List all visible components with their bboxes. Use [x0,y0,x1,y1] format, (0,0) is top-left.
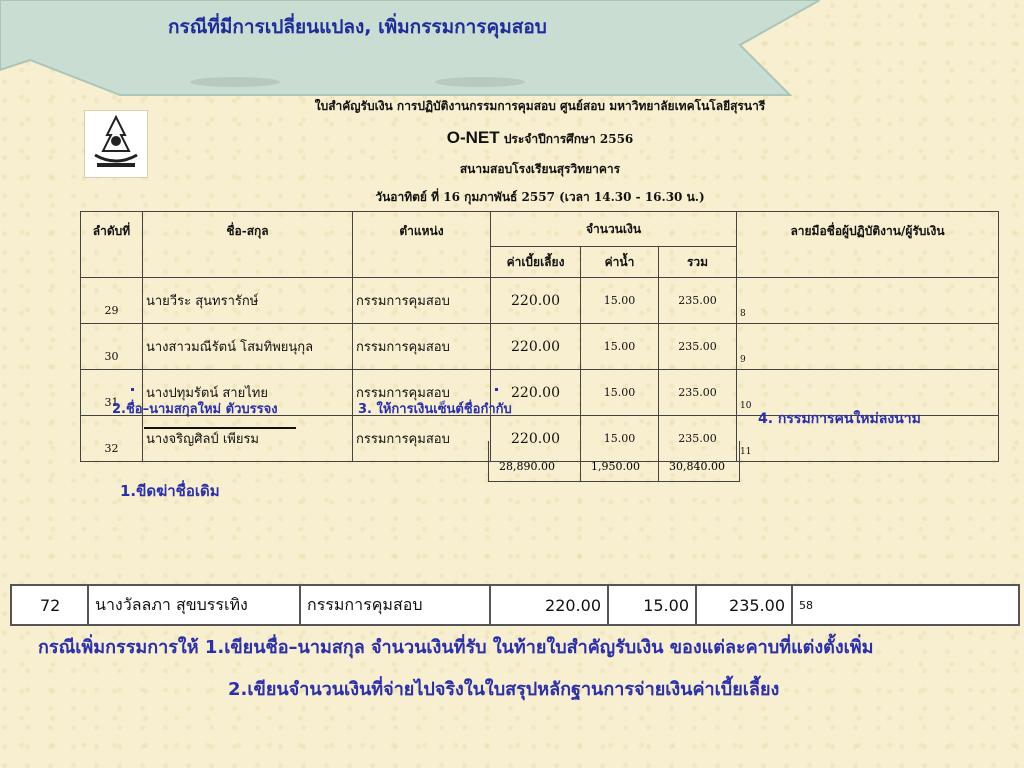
total-sum: 30,840.00 [669,460,725,473]
row-no: 32 [81,416,143,462]
receipt-header: ใบสำคัญรับเงิน การปฏิบัติงานกรรมการคุมสอบ ศูนย์สอบ มหาวิทยาลัยเทคโนโลยีสุรนารี [314,99,766,113]
note-new-committee-sign: 4. กรรมการคนใหม่ลงนาม [758,411,921,427]
year-label: ประจำปีการศึกษา 2556 [503,132,634,146]
col-name: ชื่อ-สกุล [143,212,353,278]
strikethrough-line [144,427,296,429]
row-total: 235.00 [659,278,737,324]
row-position: กรรมการคุมสอบ [353,416,491,462]
table-row [81,278,999,324]
col-allowance: ค่าเบี้ยเลี้ยง [491,247,581,278]
total-allowance: 28,890.00 [489,441,581,481]
row-water: 15.00 [581,278,659,324]
col-total: รวม [659,247,737,278]
row-allowance: 220.00 [491,278,581,324]
date-label: วันอาทิตย์ ที่ 16 กุมภาพันธ์ 2557 (เวลา 14.30 - 16.30 น.) [375,190,705,204]
added-total: 235.00 [696,586,792,624]
col-amount: จำนวนเงิน [491,212,737,247]
row-position: กรรมการคุมสอบ [353,324,491,370]
row-name: นางปทุมรัตน์ สายไทย [143,370,353,416]
row-no: 29 [81,278,143,324]
row-no: 31 [81,370,143,416]
row-position: กรรมการคุมสอบ [353,370,491,416]
added-no: 72 [12,586,88,624]
added-water: 15.00 [608,586,696,624]
note-cross-out: 1.ขีดฆ่าชื่อเดิม [120,482,220,500]
total-water: 1,950.00 [581,441,659,481]
row-name: นายวีระ สุนทรารักษ์ [143,278,353,324]
row-signature: 11 [737,416,999,462]
added-name: นางวัลลภา สุขบรรเทิง [88,586,300,624]
footer-instruction-2: 2.เขียนจำนวนเงินที่จ่ายไปจริงในใบสรุปหลักฐานการจ่ายเงินค่าเบี้ยเลี้ยง [228,679,780,700]
row-no: 30 [81,324,143,370]
row-allowance: 220.00 [491,324,581,370]
footer-instruction-1: กรณีเพิ่มกรรมการให้ 1.เขียนชื่อ–นามสกุล จำนวนเงินที่รับ ในท้ายใบสำคัญรับเงิน ของแต่ละคาบที่แต่งตั้งเพิ่ม [38,637,874,658]
row-allowance: 220.00 [491,416,581,462]
row-position: กรรมการคุมสอบ [353,278,491,324]
col-no: ลำดับที่ [81,212,143,278]
row-name: นางจริญศิลป์ เพียรม [143,416,353,462]
row-name: นางสาวมณีรัตน์ โสมทิพยนุกุล [143,324,353,370]
page-title: กรณีที่มีการเปลี่ยนแปลง, เพิ่มกรรมการคุมสอบ [168,16,547,38]
col-position: ตำแหน่ง [353,212,491,278]
row-signature: 9 [737,324,999,370]
table-row [81,324,999,370]
row-water: 15.00 [581,324,659,370]
row-signature: 10 [737,370,999,416]
col-water: ค่าน้ำ [581,247,659,278]
row-total: 235.00 [659,370,737,416]
annotation-dot [131,388,134,391]
added-allowance: 220.00 [490,586,608,624]
annotation-dot [495,388,498,391]
added-position: กรรมการคุมสอบ [300,586,490,624]
row-water: 15.00 [581,416,659,462]
note-new-name: 2.ชื่อ–นามสกุลใหม่ ตัวบรรจง [112,402,278,417]
row-water: 15.00 [581,370,659,416]
venue-label: สนามสอบโรงเรียนสุรวิทยาคาร [459,162,621,176]
row-total: 235.00 [659,416,737,462]
row-allowance: 220.00 [491,370,581,416]
row-signature: 8 [737,278,999,324]
added-signature: 58 [799,598,813,612]
exam-year [120,128,960,149]
row-total: 235.00 [659,324,737,370]
col-signature: ลายมือชื่อผู้ปฏิบัติงาน/ผู้รับเงิน [737,212,999,278]
note-finance-sign: 3. ให้การเงินเซ็นต์ชื่อกำกับ [358,402,512,417]
added-row-example [10,584,1020,626]
totals-row [488,441,740,482]
onet-label: O-NET [446,128,500,147]
